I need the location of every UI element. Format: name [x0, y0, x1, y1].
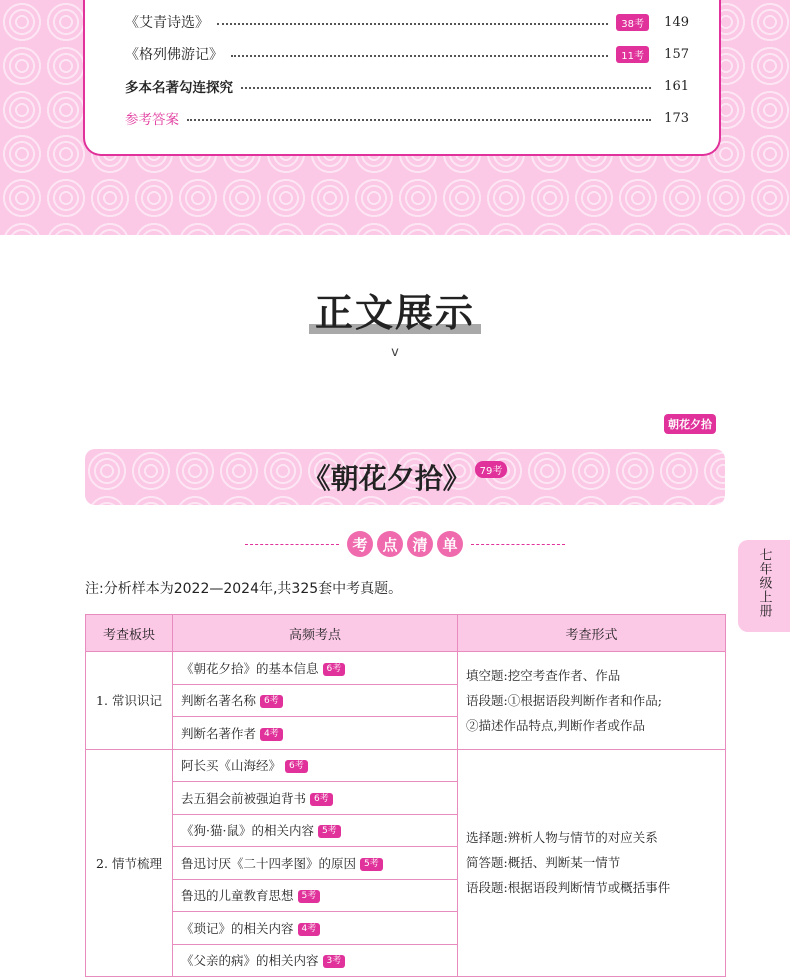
exam-count-badge: 79考 — [475, 461, 508, 478]
key-point-text: 去五猖会前被强迫背书 — [181, 790, 307, 806]
grade-side-tab-label: 七年级上册 — [756, 548, 772, 618]
toc-row-title: 多本名著勾连探究 — [125, 80, 233, 96]
key-point-text: 《琐记》的相关内容 — [181, 920, 294, 936]
exam-count-badge: 6考 — [285, 760, 308, 773]
exam-form-line: 语段题:根据语段判断情节或概括事件 — [466, 880, 671, 896]
divider — [471, 544, 565, 545]
exam-count-badge: 5考 — [318, 825, 341, 838]
category-cell: 1. 常识识记 — [86, 652, 173, 750]
section-heading-chars — [347, 531, 463, 557]
exam-form-line: ②描述作品特点,判断作者或作品 — [466, 717, 645, 733]
grade-side-tab[interactable] — [738, 540, 790, 632]
toc-row[interactable] — [125, 106, 689, 130]
toc-row[interactable] — [125, 10, 689, 34]
column-header: 高频考点 — [173, 615, 458, 652]
exam-count-badge: 6考 — [260, 695, 283, 708]
toc-card — [83, 0, 721, 156]
exam-form-line: 语段题:①根据语段判断作者和作品; — [466, 692, 662, 708]
exam-form-line: 简答题:概括、判断某一情节 — [466, 855, 621, 871]
title-banner — [85, 449, 725, 505]
toc-row-title: 参考答案 — [125, 112, 179, 128]
section-heading-char: 点 — [377, 531, 403, 557]
exam-count-badge: 5考 — [360, 858, 383, 871]
key-point-cell — [173, 684, 458, 717]
book-title: 《朝花夕拾》 — [302, 462, 471, 495]
chevron-down-icon: v — [391, 345, 399, 360]
section-heading-char: 单 — [437, 531, 463, 557]
toc-row-title: 《格列佛游记》 — [125, 47, 223, 63]
toc-row[interactable] — [125, 42, 689, 66]
section-heading — [245, 530, 565, 558]
toc-page-number: 161 — [664, 78, 689, 94]
section-heading-char: 清 — [407, 531, 433, 557]
exam-form-cell — [458, 652, 726, 750]
toc-exam-count-badge: 38考 — [616, 14, 649, 31]
exam-form-cell — [458, 749, 726, 977]
toc-leader-dots — [187, 119, 651, 121]
key-point-cell — [173, 717, 458, 750]
key-point-text: 判断名著作者 — [181, 725, 257, 741]
key-point-text: 鲁迅的儿童教育思想 — [181, 888, 294, 904]
key-point-text: 《狗·猫·鼠》的相关内容 — [181, 823, 314, 839]
toc-row[interactable] — [125, 74, 689, 98]
exam-form-line: 填空题:挖空考查作者、作品 — [466, 667, 621, 683]
main-heading: 正文展示 — [309, 282, 481, 337]
exam-count-badge: 4考 — [298, 923, 321, 936]
toc-page-number: 173 — [664, 110, 689, 126]
key-point-text: 阿长买《山海经》 — [181, 758, 282, 774]
exam-count-badge: 6考 — [323, 663, 346, 676]
toc-leader-dots — [241, 87, 651, 89]
key-point-cell — [173, 782, 458, 815]
category-cell: 2. 情节梳理 — [86, 749, 173, 977]
column-header: 考查板块 — [86, 615, 173, 652]
key-point-cell — [173, 814, 458, 847]
divider — [245, 544, 339, 545]
key-point-cell — [173, 912, 458, 945]
key-points-table — [85, 614, 726, 977]
exam-count-badge: 3考 — [323, 955, 346, 968]
key-point-cell — [173, 879, 458, 912]
toc-leader-dots — [217, 23, 608, 25]
exam-count-badge: 6考 — [310, 793, 333, 806]
table-row — [86, 749, 726, 782]
key-point-cell — [173, 652, 458, 685]
table-header-row — [86, 615, 726, 652]
toc-background — [0, 0, 790, 235]
key-point-text: 判断名著名称 — [181, 693, 257, 709]
table-row — [86, 652, 726, 685]
sample-note: 注:分析样本为2022—2024年,共325套中考真题。 — [85, 581, 403, 597]
toc-page-number: 157 — [664, 46, 689, 62]
exam-count-badge: 5考 — [298, 890, 321, 903]
column-header: 考查形式 — [458, 615, 726, 652]
key-point-cell — [173, 749, 458, 782]
toc-row-title: 《艾青诗选》 — [125, 15, 209, 31]
key-point-text: 鲁迅讨厌《二十四孝图》的原因 — [181, 855, 357, 871]
key-point-text: 《父亲的病》的相关内容 — [181, 953, 319, 969]
chapter-tag: 朝花夕拾 — [664, 414, 716, 434]
key-point-text: 《朝花夕拾》的基本信息 — [181, 660, 319, 676]
exam-form-line: 选择题:辨析人物与情节的对应关系 — [466, 830, 658, 846]
heading-wrap — [0, 282, 790, 337]
toc-page-number: 149 — [664, 14, 689, 30]
toc-leader-dots — [231, 55, 608, 57]
exam-count-badge: 4考 — [260, 728, 283, 741]
key-point-cell — [173, 944, 458, 977]
toc-exam-count-badge: 11考 — [616, 46, 649, 63]
section-heading-char: 考 — [347, 531, 373, 557]
key-point-cell — [173, 847, 458, 880]
